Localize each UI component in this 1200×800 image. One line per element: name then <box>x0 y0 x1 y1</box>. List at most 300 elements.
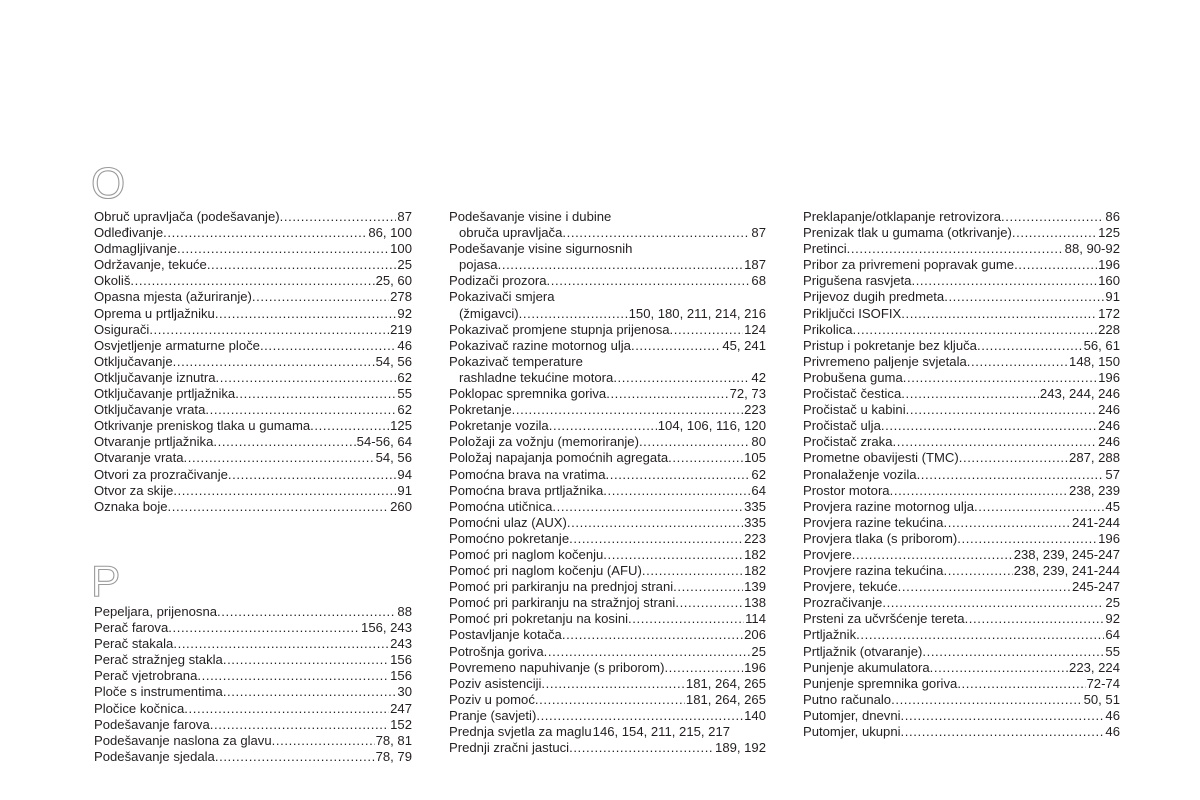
index-entry-pages: 46 <box>1105 724 1120 739</box>
index-entry-term: Pepeljara, prijenosna <box>94 604 218 619</box>
index-entry <box>94 652 412 668</box>
index-entry <box>803 338 1120 354</box>
index-entry-pages: 150, 180, 211, 214, 216 <box>628 305 766 321</box>
index-entry-term: Otključavanje vrata <box>94 402 206 418</box>
dot-leader <box>881 418 1097 434</box>
index-entry-pages: 223, 224 <box>1069 659 1120 675</box>
index-entry-term: Pročistač ulja <box>803 418 881 434</box>
index-entry-term: Osigurači <box>94 321 150 337</box>
index-entry-term: obruča upravljača <box>459 225 563 241</box>
dot-leader <box>541 676 684 692</box>
index-entry-term: Poziv u pomoć <box>449 691 535 707</box>
index-entry-pages: 219 <box>390 321 412 337</box>
index-entry-pages: 72-74 <box>1086 675 1120 691</box>
dot-leader <box>856 627 1104 643</box>
index-entry-pages: 156 <box>390 652 412 668</box>
index-entry <box>449 644 766 660</box>
index-entry-term: Opasna mjesta (ažuriranje) <box>94 289 252 305</box>
index-entry-heading: Pokazivači smjera <box>449 289 555 305</box>
index-entry <box>449 273 766 289</box>
index-entry-pages: 86 <box>1105 209 1120 224</box>
dot-leader <box>223 684 397 700</box>
index-entry-term: Prometne obavijesti (TMC) <box>803 450 959 466</box>
index-entry-pages: 124 <box>744 321 766 337</box>
index-entry-term: Pomoćna brava prtljažnika <box>449 482 604 498</box>
index-entry-pages: 187 <box>744 257 766 273</box>
index-entry-pages: 196 <box>744 659 766 675</box>
index-entry-term: Prtljažnik (otvaranje) <box>803 643 923 659</box>
index-entry-pages: 246 <box>1098 418 1120 434</box>
index-entry <box>449 402 766 418</box>
index-entry-pages: 181, 264, 265 <box>685 691 766 707</box>
index-entry-term: Prsteni za učvršćenje tereta <box>803 611 965 627</box>
index-entry-pages: 56, 61 <box>1083 337 1120 353</box>
dot-leader <box>173 636 389 652</box>
index-entry-pages: 64 <box>1105 627 1120 643</box>
index-entry-pages: 278 <box>390 289 412 305</box>
dot-leader <box>906 402 1098 418</box>
index-entry-term: Prenizak tlak u gumama (otkrivanje) <box>803 225 1012 241</box>
index-entry-term: Pokazivač razine motornog ulja <box>449 337 631 353</box>
index-entry-pages: 238, 239, 241-244 <box>1013 563 1120 579</box>
dot-leader <box>847 241 1064 257</box>
index-entry-term: Obruč upravljača (podešavanje) <box>94 209 280 224</box>
index-entry-pages: 140 <box>744 707 766 723</box>
index-entry <box>94 636 412 652</box>
index-entry <box>803 644 1120 660</box>
dot-leader <box>228 467 397 483</box>
index-entry-term: Pretinci <box>803 241 847 257</box>
index-entry-term: Pristup i pokretanje bez ključa <box>803 337 977 353</box>
index-entry <box>449 483 766 499</box>
index-entry-pages: 238, 239, 245-247 <box>1013 546 1120 562</box>
index-entry-pages: 104, 106, 116, 120 <box>657 418 766 434</box>
dot-leader <box>547 273 751 289</box>
index-entry-pages: 57 <box>1105 466 1120 482</box>
index-entry-pages: 114 <box>745 611 766 627</box>
index-entry-pages: 139 <box>744 579 766 595</box>
index-entry-pages: 125 <box>1098 225 1120 241</box>
index-entry-term: Poziv asistenciji <box>449 675 542 691</box>
index-entry-term: Perač farova <box>94 620 169 636</box>
section-letter-o: O <box>91 159 126 208</box>
index-entry-pages: 243, 244, 246 <box>1039 386 1120 402</box>
dot-leader <box>606 386 728 402</box>
index-entry <box>803 499 1120 515</box>
index-entry <box>803 402 1120 418</box>
dot-leader <box>603 547 743 563</box>
dot-leader <box>959 450 1068 466</box>
index-entry <box>803 515 1120 531</box>
index-entry-pages: 54, 56 <box>375 450 412 466</box>
dot-leader <box>177 241 389 257</box>
index-entry-pages: 146, 154, 211, 215, 217 <box>592 724 731 739</box>
dot-leader <box>562 225 750 241</box>
index-entry-pages: 148, 150 <box>1069 353 1120 369</box>
index-entry <box>449 724 766 740</box>
index-entry-pages: 206 <box>744 627 766 643</box>
index-entry <box>449 418 766 434</box>
index-entry-pages: 125 <box>390 418 412 434</box>
index-entry-heading: Podešavanje visine i dubine <box>449 209 612 224</box>
index-entry-pages: 172 <box>1098 305 1120 321</box>
index-entry-term: Priključci ISOFIX <box>803 305 902 321</box>
dot-leader <box>922 644 1104 660</box>
index-entry-term: Položaji za vožnju (memoriranje) <box>449 434 639 450</box>
index-entry-term: Provjere <box>803 546 852 562</box>
index-entry-pages: 335 <box>744 514 766 530</box>
index-entry <box>94 717 412 733</box>
index-entry-term: Pokretanje <box>449 402 512 418</box>
index-entry-term: Prikolica <box>803 321 853 337</box>
index-entry-term: Pronalaženje vozila <box>803 466 917 482</box>
dot-leader <box>216 370 397 386</box>
index-entry-term: Putomjer, dnevni <box>803 707 901 723</box>
index-entry <box>449 563 766 579</box>
index-entry-term: Oznaka boje <box>94 498 168 514</box>
dot-leader <box>675 595 743 611</box>
index-entry <box>449 450 766 466</box>
index-entry <box>803 450 1120 466</box>
dot-leader <box>549 418 657 434</box>
index-entry-term: Pomoćna utičnica <box>449 498 553 514</box>
index-entry <box>94 499 412 515</box>
index-entry <box>803 467 1120 483</box>
dot-leader <box>917 467 1105 483</box>
index-entry-term: Putomjer, ukupni <box>803 724 901 739</box>
index-entry <box>803 289 1120 305</box>
dot-leader <box>893 434 1098 450</box>
index-entry-pages: 46 <box>1105 707 1120 723</box>
index-entry-pages: 138 <box>744 595 766 611</box>
index-entry-term: Otključavanje prtljažnika <box>94 386 236 402</box>
index-entry-pages: 62 <box>397 402 412 418</box>
dot-leader <box>882 595 1104 611</box>
dot-leader <box>173 354 375 370</box>
index-entry <box>449 322 766 338</box>
index-entry <box>94 225 412 241</box>
dot-leader <box>911 273 1097 289</box>
index-entry-pages: 246 <box>1098 402 1120 418</box>
index-entry-term: Putno računalo <box>803 691 892 707</box>
dot-leader <box>943 515 1070 531</box>
index-entry <box>94 604 412 620</box>
dot-leader <box>613 370 750 386</box>
index-entry <box>94 749 412 765</box>
dot-leader <box>272 733 375 749</box>
index-entry-term: Prigušena rasvjeta <box>803 273 912 289</box>
dot-leader <box>310 418 389 434</box>
index-column-p <box>94 604 412 765</box>
index-entry <box>803 708 1120 724</box>
index-entry-pages: 189, 192 <box>715 740 766 756</box>
index-entry <box>803 225 1120 241</box>
index-entry-term: Pomoć pri parkiranju na prednjoj strani <box>449 579 674 595</box>
dot-leader <box>569 531 743 547</box>
index-entry <box>94 733 412 749</box>
dot-leader <box>1001 209 1104 225</box>
index-entry <box>803 611 1120 627</box>
dot-leader <box>1014 257 1097 273</box>
index-entry-term: Pomoć pri pokretanju na kosini <box>449 611 629 627</box>
index-entry-pages: 80 <box>751 434 766 450</box>
index-entry-pages: 92 <box>1105 611 1120 627</box>
index-entry-term: Pomoć pri naglom kočenju <box>449 546 604 562</box>
dot-leader <box>498 257 744 273</box>
index-entry-term: Oprema u prtljažniku <box>94 305 215 321</box>
index-entry-pages: 182 <box>744 563 766 579</box>
dot-leader <box>603 483 750 499</box>
index-entry-term: Osvjetljenje armaturne ploče <box>94 337 260 353</box>
index-entry-term: Perač stražnjeg stakla <box>94 652 223 668</box>
index-entry-pages: 243 <box>390 636 412 652</box>
index-entry-pages: 245-247 <box>1071 579 1120 595</box>
index-entry <box>94 257 412 273</box>
index-entry-term: Prednji zračni jastuci <box>449 740 570 756</box>
index-entry <box>449 579 766 595</box>
index-entry-term: Pokazivač promjene stupnja prijenosa <box>449 321 670 337</box>
index-entry-term: Otkrivanje preniskog tlaka u gumama <box>94 418 311 434</box>
index-entry <box>94 483 412 499</box>
index-entry <box>449 386 766 402</box>
index-entry-term: Povremeno napuhivanje (s priborom) <box>449 659 665 675</box>
index-entry-pages: 25 <box>1105 595 1120 611</box>
index-entry <box>803 241 1120 257</box>
index-entry-pages: 238, 239 <box>1069 482 1120 498</box>
index-entry-term: Provjera razine tekućina <box>803 514 944 530</box>
index-entry-pages: 88 <box>397 604 412 619</box>
dot-leader <box>1012 225 1097 241</box>
index-entry-pages: 72, 73 <box>729 386 766 402</box>
index-entry-term: Postavljanje kotača <box>449 627 562 643</box>
dot-leader <box>252 289 389 305</box>
index-entry <box>803 547 1120 563</box>
dot-leader <box>943 563 1012 579</box>
index-entry-term: Provjere razina tekućina <box>803 563 944 579</box>
index-entry-pages: 45 <box>1105 498 1120 514</box>
dot-leader <box>903 370 1097 386</box>
dot-leader <box>215 306 397 322</box>
dot-leader <box>852 547 1013 563</box>
index-entry <box>803 579 1120 595</box>
dot-leader <box>223 652 389 668</box>
index-entry-pages: 196 <box>1098 369 1120 385</box>
index-entry <box>449 499 766 515</box>
index-entry-term: pojasa <box>459 257 498 273</box>
dot-leader <box>673 579 743 595</box>
index-entry-term: Otključavanje <box>94 353 173 369</box>
dot-leader <box>957 676 1085 692</box>
index-entry <box>94 370 412 386</box>
index-entry <box>94 354 412 370</box>
index-entry <box>803 418 1120 434</box>
index-entry-term: Poklopac spremnika goriva <box>449 386 607 402</box>
index-entry <box>449 257 766 273</box>
dot-leader <box>965 611 1105 627</box>
index-entry-term: Podešavanje farova <box>94 716 210 732</box>
dot-leader <box>901 386 1039 402</box>
index-entry-term: Pomoćni ulaz (AUX) <box>449 514 567 530</box>
index-entry <box>94 434 412 450</box>
index-entry-term: Perač vjetrobrana <box>94 668 198 684</box>
index-entry <box>803 273 1120 289</box>
index-entry-term: Pročistač u kabini <box>803 402 906 418</box>
index-entry <box>803 595 1120 611</box>
index-entry-term: rashladne tekućine motora <box>459 369 614 385</box>
index-entry <box>449 692 766 708</box>
index-entry <box>803 306 1120 322</box>
index-entry-pages: 78, 79 <box>375 748 412 764</box>
index-entry <box>94 620 412 636</box>
index-entry-pages: 241-244 <box>1071 514 1120 530</box>
dot-leader <box>536 708 743 724</box>
index-entry-term: Provjere, tekuće <box>803 579 898 595</box>
index-entry <box>449 611 766 627</box>
dot-leader <box>213 434 355 450</box>
dot-leader <box>168 499 390 515</box>
index-entry-term: Otvaranje prtljažnika <box>94 434 214 450</box>
index-entry <box>449 306 766 322</box>
index-entry-pages: 92 <box>397 305 412 321</box>
index-entry-pages: 54-56, 64 <box>356 434 412 450</box>
index-entry <box>449 676 766 692</box>
index-entry <box>449 467 766 483</box>
dot-leader <box>168 620 360 636</box>
index-entry-pages: 45, 241 <box>722 337 766 353</box>
index-entry <box>449 434 766 450</box>
index-entry <box>94 386 412 402</box>
dot-leader <box>967 354 1068 370</box>
dot-leader <box>944 289 1104 305</box>
index-entry-term: Punjenje akumulatora <box>803 659 930 675</box>
dot-leader <box>605 467 750 483</box>
index-entry <box>94 701 412 717</box>
index-entry-term: Pročistač zraka <box>803 434 893 450</box>
index-entry-pages: 181, 264, 265 <box>685 675 766 691</box>
index-entry-pages: 156 <box>390 668 412 684</box>
index-entry-term: Podizači prozora <box>449 273 547 289</box>
index-entry <box>803 692 1120 708</box>
index-entry-term: Prostor motora <box>803 482 890 498</box>
dot-leader <box>130 273 374 289</box>
index-entry <box>803 257 1120 273</box>
index-entry-term: Perač stakala <box>94 636 174 652</box>
index-entry-term: Provjera razine motornog ulja <box>803 498 975 514</box>
index-entry <box>803 434 1120 450</box>
index-entry-term: Prednja svjetla za maglu <box>449 724 592 739</box>
index-entry-pages: 55 <box>1105 643 1120 659</box>
index-entry <box>94 306 412 322</box>
index-entry-pages: 260 <box>390 498 412 514</box>
index-entry-pages: 87 <box>397 209 412 224</box>
index-entry-pages: 182 <box>744 546 766 562</box>
index-entry-pages: 42 <box>751 369 766 385</box>
index-entry <box>449 225 766 241</box>
index-entry <box>94 338 412 354</box>
index-entry <box>803 676 1120 692</box>
dot-leader <box>210 717 389 733</box>
index-entry <box>803 627 1120 643</box>
index-entry-term: Otključavanje iznutra <box>94 369 216 385</box>
index-column-o <box>94 209 412 515</box>
index-entry <box>449 627 766 643</box>
index-entry <box>803 386 1120 402</box>
index-entry <box>449 708 766 724</box>
index-entry <box>449 595 766 611</box>
index-entry-term: Otvori za prozračivanje <box>94 466 228 482</box>
index-entry <box>94 684 412 700</box>
dot-leader <box>184 450 375 466</box>
index-entry <box>94 668 412 684</box>
index-entry <box>449 660 766 676</box>
section-letter-p: P <box>91 557 121 606</box>
index-entry-term: Otvor za skije <box>94 482 174 498</box>
dot-leader <box>280 209 397 225</box>
index-entry-term: Pokretanje vozila <box>449 418 549 434</box>
dot-leader <box>631 338 721 354</box>
index-entry-pages: 78, 81 <box>375 732 412 748</box>
dot-leader <box>642 563 743 579</box>
index-entry-term: Otvaranje vrata <box>94 450 184 466</box>
dot-leader <box>974 499 1104 515</box>
index-entry <box>803 660 1120 676</box>
dot-leader <box>512 402 744 418</box>
index-column-3 <box>803 209 1120 740</box>
index-entry-pages: 62 <box>397 369 412 385</box>
dot-leader <box>235 386 396 402</box>
index-entry <box>449 740 766 756</box>
index-column-2 <box>449 209 766 756</box>
dot-leader <box>215 749 375 765</box>
index-entry <box>94 418 412 434</box>
index-entry-term: Pločice kočnica <box>94 700 185 716</box>
index-entry-pages: 160 <box>1098 273 1120 289</box>
index-entry-pages: 91 <box>1105 289 1120 305</box>
index-entry <box>94 450 412 466</box>
index-entry-pages: 25 <box>751 643 766 659</box>
index-entry-term: Okoliš <box>94 273 131 289</box>
dot-leader <box>891 692 1083 708</box>
index-entry-pages: 25 <box>397 257 412 273</box>
dot-leader <box>930 660 1068 676</box>
index-entry-pages: 86, 100 <box>368 225 412 241</box>
index-entry-term: Provjera tlaka (s priborom) <box>803 530 958 546</box>
index-entry-term: Odleđivanje <box>94 225 164 241</box>
index-entry-term: Podešavanje naslona za glavu <box>94 732 272 748</box>
dot-leader <box>197 668 389 684</box>
index-entry <box>94 322 412 338</box>
index-entry <box>449 547 766 563</box>
index-entry-pages: 156, 243 <box>361 620 412 636</box>
dot-leader <box>901 724 1105 740</box>
index-entry <box>94 289 412 305</box>
dot-leader <box>184 701 389 717</box>
dot-leader <box>890 483 1068 499</box>
dot-leader <box>569 740 714 756</box>
index-entry-term: Probušena guma <box>803 369 903 385</box>
index-entry-term: Održavanje, tekuće <box>94 257 207 273</box>
index-entry-pages: 62 <box>751 466 766 482</box>
dot-leader <box>628 611 744 627</box>
index-entry <box>94 467 412 483</box>
index-entry-pages: 196 <box>1098 530 1120 546</box>
index-entry-term: Potrošnja goriva <box>449 643 544 659</box>
dot-leader <box>670 322 744 338</box>
index-entry <box>803 483 1120 499</box>
dot-leader <box>901 306 1097 322</box>
index-entry <box>449 515 766 531</box>
index-entry <box>94 402 412 418</box>
